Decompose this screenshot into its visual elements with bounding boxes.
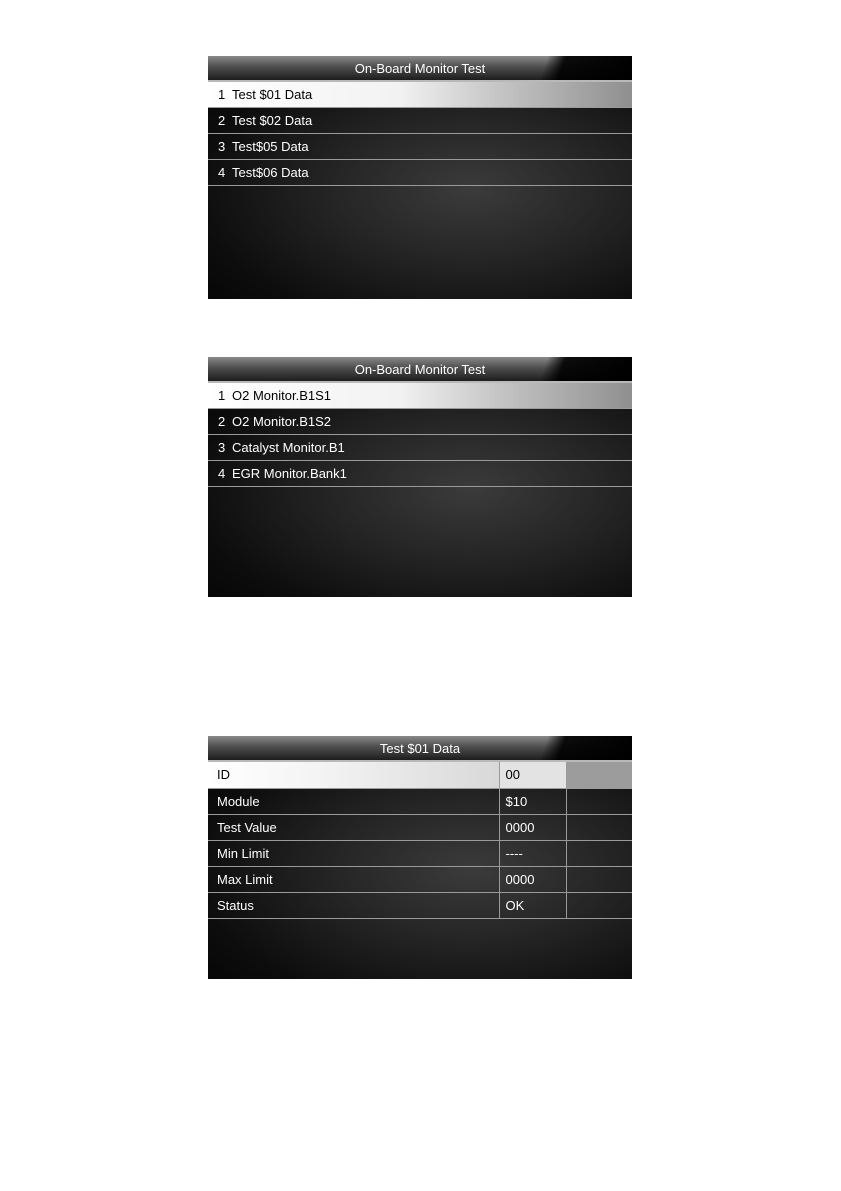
table-row[interactable]	[208, 892, 632, 918]
onboard-monitor-test-screen-2	[208, 357, 632, 597]
menu-item-label: EGR Monitor.Bank1	[232, 466, 347, 481]
parameter-name: Status	[208, 892, 499, 918]
table-row[interactable]	[208, 762, 632, 788]
screen-title: Test $01 Data	[379, 741, 461, 756]
screen-title: On-Board Monitor Test	[354, 362, 486, 377]
parameter-value: 0000	[499, 814, 566, 840]
menu-item-number: 2	[218, 113, 226, 128]
menu-item-number: 3	[218, 440, 226, 455]
onboard-monitor-test-screen-1	[208, 56, 632, 299]
menu-item-number: 3	[218, 139, 226, 154]
table-row[interactable]	[208, 814, 632, 840]
parameter-name: ID	[208, 762, 499, 788]
unit-cell	[566, 762, 632, 788]
menu-item-label: O2 Monitor.B1S2	[232, 414, 331, 429]
table-row[interactable]	[208, 840, 632, 866]
menu-item-label: O2 Monitor.B1S1	[232, 388, 331, 403]
test-01-data-screen	[208, 736, 632, 979]
menu-item-label: Test$05 Data	[232, 139, 309, 154]
unit-cell	[566, 840, 632, 866]
menu-item-number: 1	[218, 388, 226, 403]
menu-item-label: Test $01 Data	[232, 87, 313, 102]
menu-item-number: 4	[218, 466, 226, 481]
parameter-name: Max Limit	[208, 866, 499, 892]
title-bar	[208, 56, 632, 82]
table-row[interactable]	[208, 866, 632, 892]
parameter-value: OK	[499, 892, 566, 918]
menu-item-test-02[interactable]	[208, 108, 632, 134]
parameter-name: Min Limit	[208, 840, 499, 866]
menu-item-number: 4	[218, 165, 226, 180]
unit-cell	[566, 788, 632, 814]
parameter-name: Module	[208, 788, 499, 814]
parameter-value: 00	[499, 762, 566, 788]
menu-item-test-01[interactable]	[208, 82, 632, 108]
menu-item-number: 1	[218, 87, 226, 102]
menu-item-label: Test $02 Data	[232, 113, 313, 128]
menu-item-o2-monitor-b1s2[interactable]	[208, 409, 632, 435]
menu-item-test-06[interactable]	[208, 160, 632, 186]
menu-item-egr-monitor-bank1[interactable]	[208, 461, 632, 487]
unit-cell	[566, 866, 632, 892]
parameter-value: $10	[499, 788, 566, 814]
unit-cell	[566, 814, 632, 840]
menu-item-label: Test$06 Data	[232, 165, 309, 180]
title-bar	[208, 357, 632, 383]
screen-title: On-Board Monitor Test	[354, 61, 486, 76]
menu-item-label: Catalyst Monitor.B1	[232, 440, 345, 455]
unit-cell	[566, 892, 632, 918]
title-bar	[208, 736, 632, 762]
parameter-value: ----	[499, 840, 566, 866]
test-data-table	[208, 762, 632, 919]
parameter-value: 0000	[499, 866, 566, 892]
menu-item-o2-monitor-b1s1[interactable]	[208, 383, 632, 409]
table-row[interactable]	[208, 788, 632, 814]
menu-item-catalyst-monitor-b1[interactable]	[208, 435, 632, 461]
parameter-name: Test Value	[208, 814, 499, 840]
menu-item-test-05[interactable]	[208, 134, 632, 160]
menu-item-number: 2	[218, 414, 226, 429]
